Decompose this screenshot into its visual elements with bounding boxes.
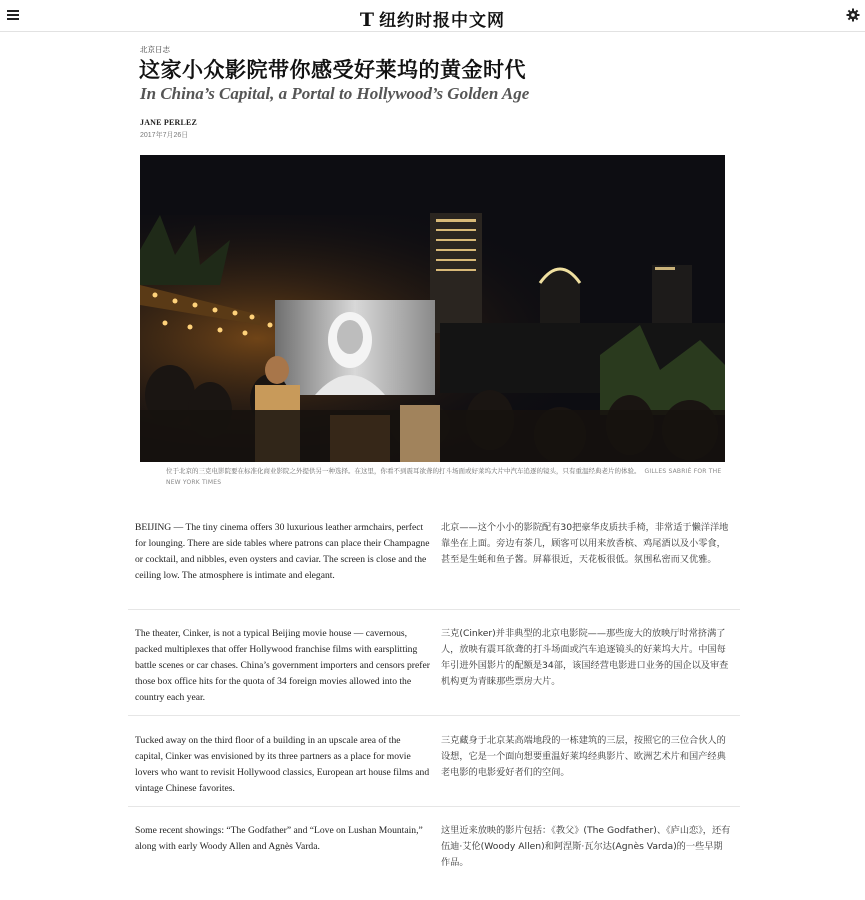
paragraph-chinese: 三克藏身于北京某高端地段的一栋建筑的三层，按照它的三位合伙人的设想，它是一个面向想要重温好莱坞经典影片、欧洲艺术片和国产经典老电影的电影爱好者们的空间。: [441, 735, 726, 778]
paragraph-row-2: [128, 610, 740, 716]
rooftop-cinema-illustration: [140, 155, 725, 462]
paragraph-row-3: [128, 716, 740, 807]
byline[interactable]: JANE PERLEZ: [140, 118, 198, 127]
top-bar: [0, 0, 865, 32]
paragraph-english: Some recent showings: “The Godfather” and “Love on Lushan Mountain,” along with early Woody Allen and Agnès Varda.: [135, 825, 423, 852]
section-kicker[interactable]: 北京日志: [140, 45, 170, 54]
paragraph-row-4: [128, 807, 740, 887]
paragraph-chinese: 三克(Cinker)并非典型的北京电影院——那些庞大的放映厅时常挤满了人，放映有震耳欲聋的打斗场面或汽车追逐镜头的好莱坞大片。中国每年引进外国影片的配额是34部，该国经营电影进口业务的国企以及审查机构更为青睐那些票房大片。: [441, 628, 729, 687]
hero-photo: [140, 155, 725, 462]
paragraph-english: Tucked away on the third floor of a building in an upscale area of the capital, Cinker was envisioned by its three partners as a place for movie lovers who want to revisit Hollywood classics, European art house films and vintage Chinese favorites.: [135, 735, 430, 794]
headline-english: In China’s Capital, a Portal to Hollywood’s Golden Age: [140, 84, 530, 103]
paragraph-english: BEIJING — The tiny cinema offers 30 luxurious leather armchairs, perfect for lounging. There are side tables where patrons can place their Champagne or cocktail, and nibbles, even oysters and caviar. The screen is close and the ceiling low. The atmosphere is intimate and elegant.: [135, 522, 430, 581]
publish-date: 2017年7月26日: [140, 132, 189, 139]
site-logo-text: 纽约时报中文网: [379, 11, 506, 31]
caption-text: 位于北京的三克电影院要在标准化商业影院之外提供另一种选择。在这里，你看不到震耳欲聋的打斗场面或好莱坞大片中汽车追逐的镜头，只有重温经典老片的体验。: [166, 467, 641, 475]
site-logo[interactable]: [0, 6, 865, 31]
paragraph-row-1: [128, 510, 740, 610]
photo-caption: [166, 466, 726, 488]
headline-chinese: 这家小众影院带你感受好莱坞的黄金时代: [139, 58, 526, 82]
paragraph-chinese: 北京——这个小小的影院配有30把豪华皮质扶手椅，非常适于懒洋洋地靠坐在上面。旁边有茶几，顾客可以用来放香槟、鸡尾酒以及小零食，甚至是生蚝和鱼子酱。屏幕很近，天花板很低。氛围私密而又优雅。: [441, 522, 729, 565]
paragraph-chinese: 这里近来放映的影片包括：《教父》(The Godfather)、《庐山恋》，还有伍迪·艾伦(Woody Allen)和阿涅斯·瓦尔达(Agnès Varda)的一些早期作品。: [441, 825, 731, 868]
nyt-logo-mark: T: [359, 9, 376, 31]
gear-icon[interactable]: [846, 8, 860, 22]
photo-credit: GILLES SABRIÉ FOR THE NEW YORK TIMES: [166, 468, 722, 486]
paragraph-english: The theater, Cinker, is not a typical Beijing movie house — cavernous, packed multiplexes that offer Hollywood franchise films with earsplitting battle scenes or car chases. China’s government importers and censors prefer those box office hits for the quota of 34 foreign movies allowed into the country each year.: [135, 628, 430, 703]
